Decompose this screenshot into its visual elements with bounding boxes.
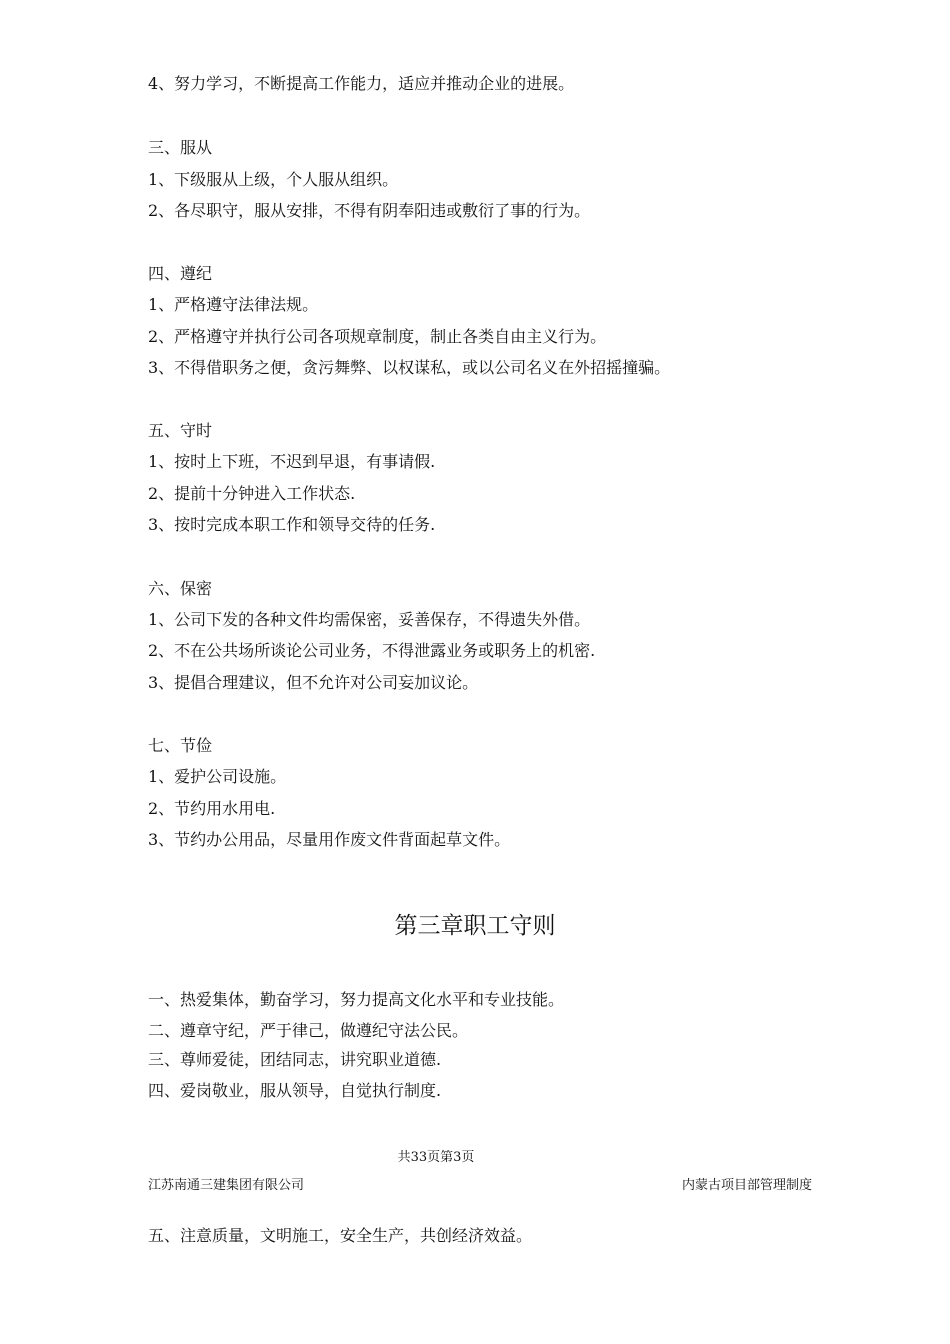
text-line: 2、节约用水用电. xyxy=(148,799,276,818)
rule-item: 一、热爱集体，勤奋学习，努力提高文化水平和专业技能。 xyxy=(148,990,565,1009)
chapter-title: 第三章职工守则 xyxy=(394,913,556,939)
text-line: 3、按时完成本职工作和领导交待的任务. xyxy=(148,515,436,534)
text-line: 1、严格遵守法律法规。 xyxy=(148,295,319,314)
text-line: 2、严格遵守并执行公司各项规章制度，制止各类自由主义行为。 xyxy=(148,327,607,346)
text-line: 2、提前十分钟进入工作状态. xyxy=(148,484,356,503)
text-line: 1、爱护公司设施。 xyxy=(148,767,287,786)
rule-item: 四、爱岗敬业，服从领导，自觉执行制度. xyxy=(148,1081,442,1100)
section-heading: 四、遵纪 xyxy=(148,264,213,283)
text-line: 1、下级服从上级，个人服从组织。 xyxy=(148,170,399,189)
section-heading: 七、节俭 xyxy=(148,736,213,755)
text-line: 2、各尽职守，服从安排，不得有阴奉阳违或敷衍了事的行为。 xyxy=(148,201,591,220)
rule-item: 三、尊师爱徒，团结同志，讲究职业道德. xyxy=(148,1050,442,1069)
text-line: 2、不在公共场所谈论公司业务，不得泄露业务或职务上的机密. xyxy=(148,641,596,660)
text-line: 1、公司下发的各种文件均需保密，妥善保存，不得遗失外借。 xyxy=(148,610,591,629)
text-line: 4、努力学习，不断提高工作能力，适应并推动企业的进展。 xyxy=(148,74,575,93)
page-number: 共33页第3页 xyxy=(397,1150,475,1165)
rule-item: 二、遵章守纪，严于律己，做遵纪守法公民。 xyxy=(148,1021,469,1040)
text-line: 3、节约办公用品，尽量用作废文件背面起草文件。 xyxy=(148,830,511,849)
text-line: 3、提倡合理建议，但不允许对公司妄加议论。 xyxy=(148,673,479,692)
section-heading: 三、服从 xyxy=(148,138,213,157)
text-line: 3、不得借职务之便，贪污舞弊、以权谋私，或以公司名义在外招摇撞骗。 xyxy=(148,358,671,377)
rule-item: 五、注意质量，文明施工，安全生产，共创经济效益。 xyxy=(148,1226,533,1245)
section-heading: 六、保密 xyxy=(148,579,213,598)
footer-company: 江苏南通三建集团有限公司 xyxy=(148,1178,305,1193)
footer-document-name: 内蒙古项目部管理制度 xyxy=(681,1178,812,1193)
text-line: 1、按时上下班，不迟到早退，有事请假. xyxy=(148,452,436,471)
section-heading: 五、守时 xyxy=(148,421,213,440)
